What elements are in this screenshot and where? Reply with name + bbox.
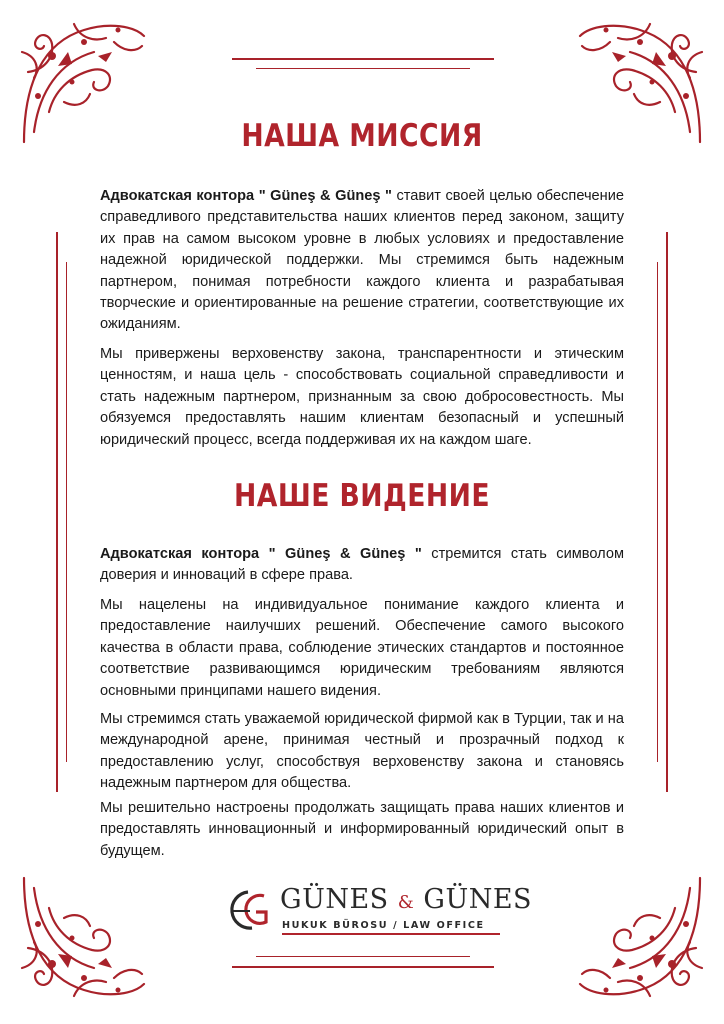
logo-name-left: GÜNES xyxy=(280,884,389,915)
firm-logo xyxy=(226,884,533,942)
frame-rule-bottom-1 xyxy=(232,966,494,968)
mission-heading: НАША МИССИЯ xyxy=(241,118,483,154)
firm-name-lead: Адвокатская контора " Güneş & Güneş " xyxy=(100,546,422,562)
ornament-corner-bottom-right xyxy=(570,868,710,1008)
gg-monogram-icon xyxy=(226,886,272,938)
vision-heading: НАШЕ ВИДЕНИЕ xyxy=(234,478,490,514)
logo-wordmark xyxy=(280,884,532,915)
frame-rule-top-1 xyxy=(232,58,494,60)
mission-paragraph-2: Мы привержены верховенству закона, транспарентности и этическим ценностям, и наша цель - способствовать социальной справедливости и стать надежным партнером, признанным за свою добросовестность. Мы обязуемся предоставлять нашим клиентам безопасный и успешный юридический процесс, всегда поддерживая их на каждом шаге. xyxy=(100,346,624,448)
vision-paragraph-4: Мы решительно настроены продолжать защищать права наших клиентов и предоставлять инновационный и информированный юридический опыт в будущем. xyxy=(100,800,624,859)
ornament-corner-bottom-left xyxy=(14,868,154,1008)
logo-name-right: GÜNES xyxy=(423,884,533,915)
frame-rule-bottom-2 xyxy=(256,956,470,957)
mission-paragraph-1 xyxy=(100,186,624,336)
vision-paragraph-3: Мы стремимся стать уважаемой юридической фирмой как в Турции, так и на международной арене, принимая честный и прозрачный подход к предоставлению услуг, способствуя верховенству закона и становясь надежным партнером для общества. xyxy=(100,711,624,792)
vision-paragraph-1 xyxy=(100,544,624,587)
logo-subtitle: HUKUK BÜROSU / LAW OFFICE xyxy=(282,920,485,931)
logo-ampersand: & xyxy=(397,892,415,913)
mission-paragraph-1-text: ставит своей целью обеспечение справедливого представительства наших клиентов перед законом, защиту их прав на самом высоком уровне в любых условиях и предоставление надежной юридической поддержки. Мы стремимся быть надежным партнером, понимая потребности каждого клиента и разрабатывая творческие и ориентированные на решение стратегии, соответствующие их ожиданиям. xyxy=(100,188,624,333)
frame-rule-top-2 xyxy=(256,68,470,69)
logo-underline xyxy=(282,933,500,935)
firm-name-lead: Адвокатская контора " Güneş & Güneş " xyxy=(100,188,392,204)
vision-paragraph-2: Мы нацелены на индивидуальное понимание каждого клиента и предоставление наилучших решений. Обеспечение самого высокого качества в области права, соблюдение этических стандартов и постоянное соответствие развивающимся юридическим требованиям являются основными принципами нашего видения. xyxy=(100,597,624,699)
vision-paragraph-1-text: стремится стать символом доверия и инноваций в сфере права. xyxy=(100,546,624,584)
